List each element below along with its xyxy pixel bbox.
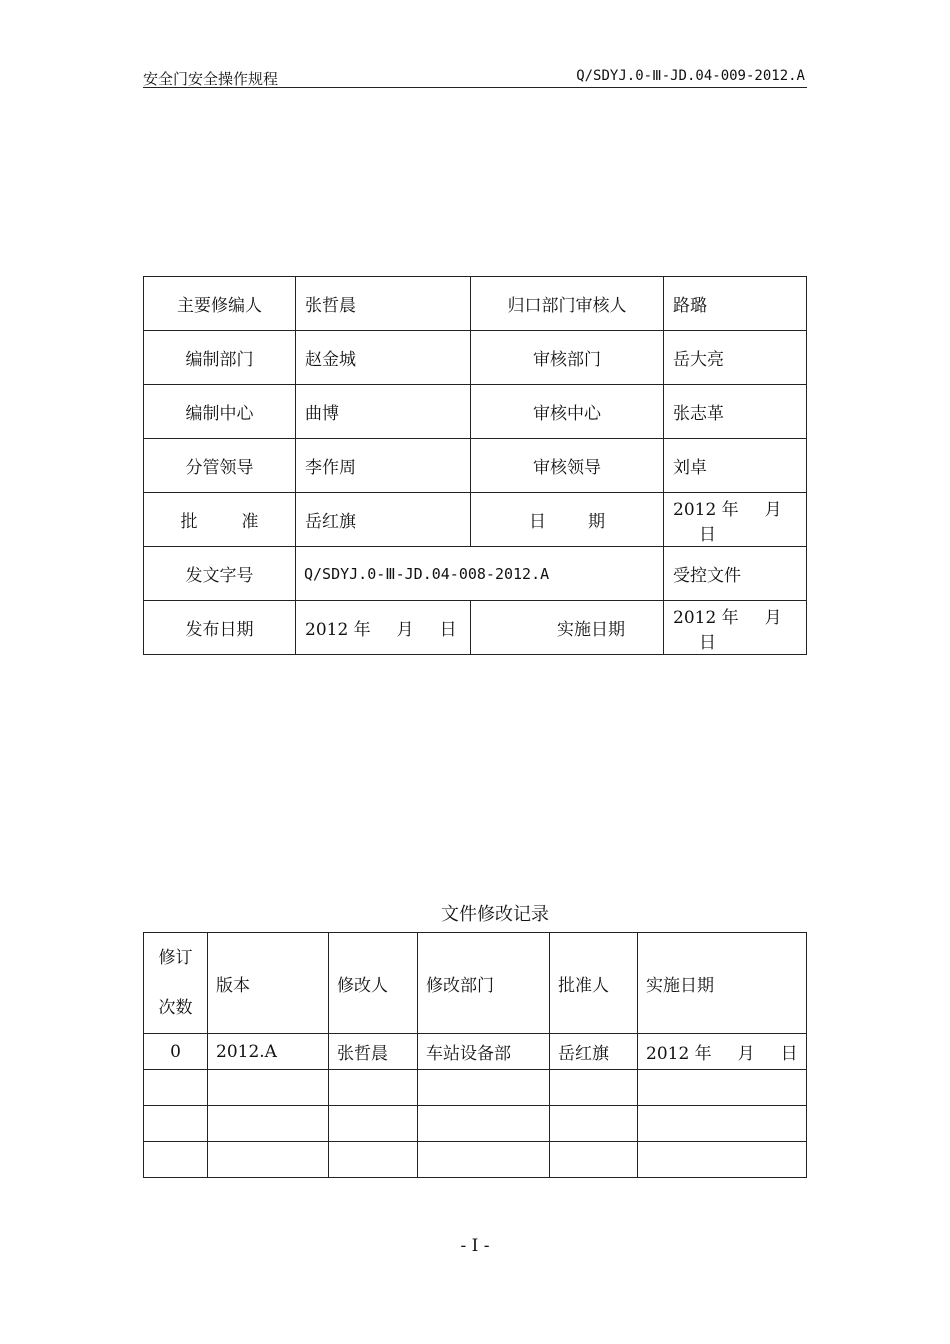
release-month: 月 [396,620,414,640]
label-date-b: 期 [588,512,605,532]
value-review-dept: 岳大亮 [664,331,807,385]
header-dept: 修改部门 [418,933,550,1034]
label-approve-b: 准 [241,512,259,532]
header-count-b: 次数 [158,998,193,1018]
header-approver: 批准人 [550,933,638,1034]
header-title: 安全门安全操作规程 [143,70,279,88]
value-date [664,493,807,547]
table-row [144,493,807,547]
release-year: 2012 年 [305,620,371,640]
cell-version: 2012.A [208,1034,329,1070]
cell-approver: 岳红旗 [550,1034,638,1070]
label-doc-number: 发文字号 [144,547,296,601]
value-review-leader: 刘卓 [664,439,807,493]
label-review-center: 审核中心 [471,385,664,439]
label-date-a: 日 [529,512,546,532]
page-number: - I - [460,1236,490,1256]
approval-table [143,276,807,655]
page-header [143,68,807,88]
table-row [144,1034,807,1070]
release-day: 日 [439,620,457,640]
cell-date [638,1034,807,1070]
impl-year: 2012 年 [673,607,739,628]
table-row [144,385,807,439]
label-impl-date: 实施日期 [471,601,664,655]
cell-dept: 车站设备部 [418,1034,550,1070]
cell-date-day: 日 [780,1044,798,1064]
table-row [144,1142,807,1178]
value-doc-number: Q/SDYJ.0-Ⅲ-JD.04-008-2012.A [296,547,664,601]
table-row [144,1070,807,1106]
label-chief-editor: 主要修编人 [144,277,296,331]
value-controlled-doc: 受控文件 [664,547,807,601]
revision-table [143,932,807,1178]
value-review-center: 张志革 [664,385,807,439]
label-dept-reviewer: 归口部门审核人 [471,277,664,331]
cell-date-year: 2012 年 [646,1044,712,1064]
impl-day: 日 [699,632,716,653]
header-editor: 修改人 [329,933,418,1034]
label-approve-a: 批 [180,512,198,532]
label-approve [144,493,296,547]
table-row [144,277,807,331]
value-approver: 岳红旗 [296,493,471,547]
label-date [471,493,664,547]
value-chief-editor: 张哲晨 [296,277,471,331]
table-row [144,601,807,655]
header-count-a: 修订 [158,948,193,968]
cell-editor: 张哲晨 [329,1034,418,1070]
header-version: 版本 [208,933,329,1034]
table-row [144,331,807,385]
table-row [144,1106,807,1142]
value-impl-date [664,601,807,655]
impl-month: 月 [764,607,782,628]
label-review-leader: 审核领导 [471,439,664,493]
label-compile-center: 编制中心 [144,385,296,439]
date-year: 2012 年 [673,499,739,520]
value-compile-dept: 赵金城 [296,331,471,385]
header-date: 实施日期 [638,933,807,1034]
table-row [144,439,807,493]
label-compile-dept: 编制部门 [144,331,296,385]
value-dept-reviewer: 路璐 [664,277,807,331]
date-month: 月 [764,499,782,520]
revision-title: 文件修改记录 [441,904,549,925]
value-leader: 李作周 [296,439,471,493]
header-count [144,933,208,1034]
value-compile-center: 曲博 [296,385,471,439]
cell-count: 0 [144,1034,208,1070]
cell-date-month: 月 [737,1044,755,1064]
date-day: 日 [699,524,716,545]
header-doc-number: Q/SDYJ.0-Ⅲ-JD.04-009-2012.A [576,68,805,84]
value-release-date [296,601,471,655]
label-release-date: 发布日期 [144,601,296,655]
label-review-dept: 审核部门 [471,331,664,385]
table-header-row [144,933,807,1034]
label-leader: 分管领导 [144,439,296,493]
table-row [144,547,807,601]
